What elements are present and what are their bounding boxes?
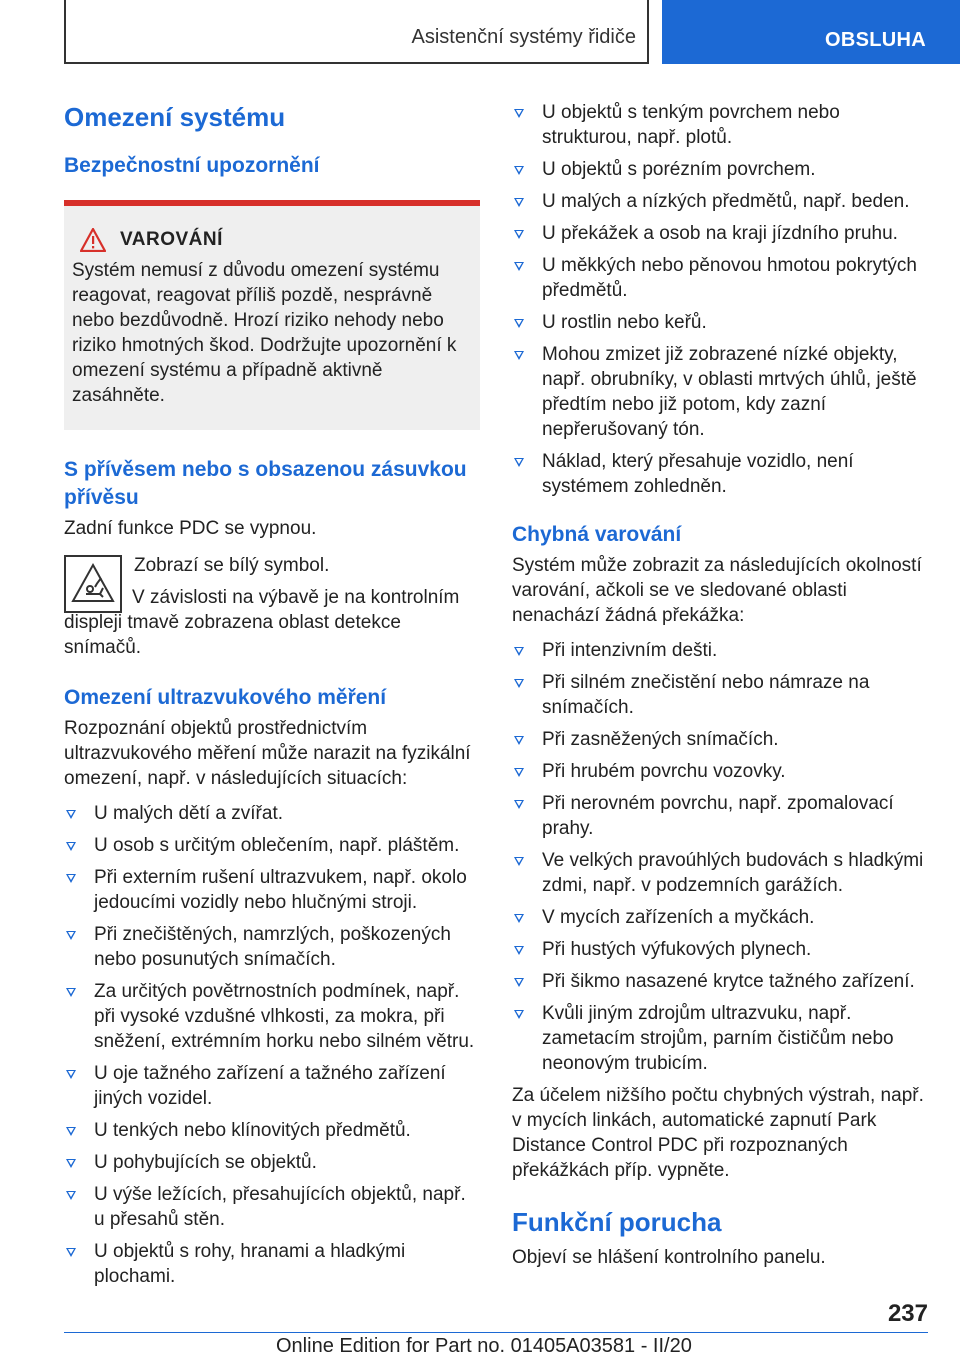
bullet-triangle-icon	[514, 166, 524, 175]
bullet-triangle-icon	[66, 931, 76, 940]
ultrasonic-list-continued	[512, 100, 928, 499]
bullet-triangle-icon	[66, 988, 76, 997]
heading-malfunction: Funkční porucha	[512, 1207, 722, 1237]
malfunction-paragraph: Objeví se hlášení kontrolního panelu.	[512, 1247, 826, 1268]
trailer-symbol-paragraph: Zobrazí se bílý symbol.	[134, 555, 330, 576]
false-warnings-paragraph-2: Za účelem nižšího počtu chybných výstrah, např. v mycích linkách, automatické zapnutí Park Distance Control PDC při rozpoznaných překážkách příp. vypněte.	[512, 1085, 924, 1181]
bullet-triangle-icon	[514, 198, 524, 207]
list-item: U osob s určitým oblečením, např. pláštěm.	[64, 833, 480, 858]
bullet-triangle-icon	[514, 230, 524, 239]
bullet-triangle-icon	[66, 810, 76, 819]
heading-system-limits: Omezení systému	[64, 102, 286, 132]
list-item: Ve velkých pravoúhlých budovách s hladkými zdmi, např. v podzemních garážích.	[512, 848, 928, 898]
trailer-hitch-symbol-icon	[64, 555, 122, 613]
trailer-paragraph-1: Zadní funkce PDC se vypnou.	[64, 518, 317, 539]
warning-header	[72, 228, 472, 252]
list-item: Náklad, který přesahuje vozidlo, není systémem zohledněn.	[512, 449, 928, 499]
bullet-triangle-icon	[66, 1191, 76, 1200]
bullet-triangle-icon	[514, 458, 524, 467]
list-item: U rostlin nebo keřů.	[512, 310, 928, 335]
trailer-paragraph-2: V závislosti na výbavě je na kontrolním displeji tmavě zobrazena oblast detekce snímačů.	[64, 587, 460, 658]
list-item: Mohou zmizet již zobrazené nízké objekty, např. obrubníky, v oblasti mrtvých úhlů, ještě předtím nebo již potom, kdy zazní nepřerušovaný tón.	[512, 342, 928, 442]
page-number: 237	[887, 1300, 928, 1327]
bullet-triangle-icon	[66, 874, 76, 883]
right-column	[512, 100, 928, 1270]
list-item: Při silném znečistění nebo námraze na snímačích.	[512, 670, 928, 720]
list-item: U pohybujících se objektů.	[64, 1150, 480, 1175]
list-item: U překážek a osob na kraji jízdního pruhu.	[512, 221, 928, 246]
bullet-triangle-icon	[514, 914, 524, 923]
list-item: Za určitých povětrnostních podmínek, např. při vysoké vzdušné vlhkosti, za mokra, při sněžení, extrémním horku nebo silném větru.	[64, 979, 480, 1054]
list-item: V mycích zařízeních a myčkách.	[512, 905, 928, 930]
list-item: U malých dětí a zvířat.	[64, 801, 480, 826]
list-item: Při hustých výfukových plynech.	[512, 937, 928, 962]
bullet-triangle-icon	[66, 1127, 76, 1136]
ultrasonic-list	[64, 801, 480, 1289]
bullet-triangle-icon	[514, 679, 524, 688]
warning-text: Systém nemusí z důvodu omezení systému reagovat, reagovat příliš pozdě, nesprávně nebo bezdůvodně. Hrozí riziko nehody nebo riziko hmotných škod. Dodržujte upozornění k omezení systému a případně aktivně zasáhněte.	[72, 260, 457, 406]
bullet-triangle-icon	[514, 351, 524, 360]
heading-safety-notes: Bezpečnostní upozornění	[64, 154, 320, 177]
list-item: Při zasněžených snímačích.	[512, 727, 928, 752]
list-item: U měkkých nebo pěnovou hmotou pokrytých předmětů.	[512, 253, 928, 303]
bullet-triangle-icon	[514, 647, 524, 656]
false-warnings-list	[512, 638, 928, 1076]
bullet-triangle-icon	[66, 842, 76, 851]
bullet-triangle-icon	[514, 1010, 524, 1019]
footer-divider	[64, 1332, 928, 1333]
list-item: Při šikmo nasazené krytce tažného zařízení.	[512, 969, 928, 994]
bullet-triangle-icon	[514, 262, 524, 271]
bullet-triangle-icon	[514, 978, 524, 987]
list-item: U tenkých nebo klínovitých předmětů.	[64, 1118, 480, 1143]
bullet-triangle-icon	[514, 109, 524, 118]
bullet-triangle-icon	[66, 1248, 76, 1257]
bullet-triangle-icon	[514, 319, 524, 328]
header-chapter-title: OBSLUHA	[825, 29, 926, 51]
warning-triangle-icon	[80, 228, 106, 252]
list-item: Při externím rušení ultrazvukem, např. okolo jedoucími vozidly nebo hlučnými stroji.	[64, 865, 480, 915]
warning-box	[64, 200, 480, 430]
left-column	[64, 100, 480, 1296]
heading-trailer: S přívěsem nebo s obsazenou zásuvkou přívěsu	[64, 458, 467, 509]
header-chapter-box	[662, 0, 960, 64]
bullet-triangle-icon	[514, 857, 524, 866]
list-item: U malých a nízkých předmětů, např. beden.	[512, 189, 928, 214]
list-item: Při hrubém povrchu vozovky.	[512, 759, 928, 784]
list-item: Při nerovném povrchu, např. zpomalovací prahy.	[512, 791, 928, 841]
list-item: Při znečištěných, namrzlých, poškozených nebo posunutých snímačích.	[64, 922, 480, 972]
list-item: U objektů s tenkým povrchem nebo strukturou, např. plotů.	[512, 100, 928, 150]
list-item: U oje tažného zařízení a tažného zařízení jiných vozidel.	[64, 1061, 480, 1111]
heading-false-warnings: Chybná varování	[512, 523, 682, 546]
list-item: U objektů s porézním povrchem.	[512, 157, 928, 182]
bullet-triangle-icon	[514, 800, 524, 809]
header-section-title: Asistenční systémy řidiče	[411, 26, 636, 48]
bullet-triangle-icon	[514, 946, 524, 955]
list-item: U objektů s rohy, hranami a hladkými plochami.	[64, 1239, 480, 1289]
false-warnings-paragraph: Systém může zobrazit za následujících okolností varování, ačkoli se ve sledované oblasti nenachází žádná překážka:	[512, 555, 922, 626]
bullet-triangle-icon	[514, 736, 524, 745]
bullet-triangle-icon	[66, 1070, 76, 1079]
list-item: U výše ležících, přesahujících objektů, např. u přesahů stěn.	[64, 1182, 480, 1232]
footer-edition: Online Edition for Part no. 01405A03581 - II/20	[276, 1335, 692, 1357]
ultrasonic-paragraph: Rozpoznání objektů prostřednictvím ultrazvukového měření může narazit na fyzikální omezení, např. v následujících situacích:	[64, 718, 471, 789]
bullet-triangle-icon	[514, 768, 524, 777]
list-item: Kvůli jiným zdrojům ultrazvuku, např. zametacím strojům, parním čističům nebo neonovým trubicím.	[512, 1001, 928, 1076]
heading-ultrasonic-limits: Omezení ultrazvukového měření	[64, 686, 387, 709]
warning-title: VAROVÁNÍ	[120, 229, 223, 250]
bullet-triangle-icon	[66, 1159, 76, 1168]
list-item: Při intenzivním dešti.	[512, 638, 928, 663]
